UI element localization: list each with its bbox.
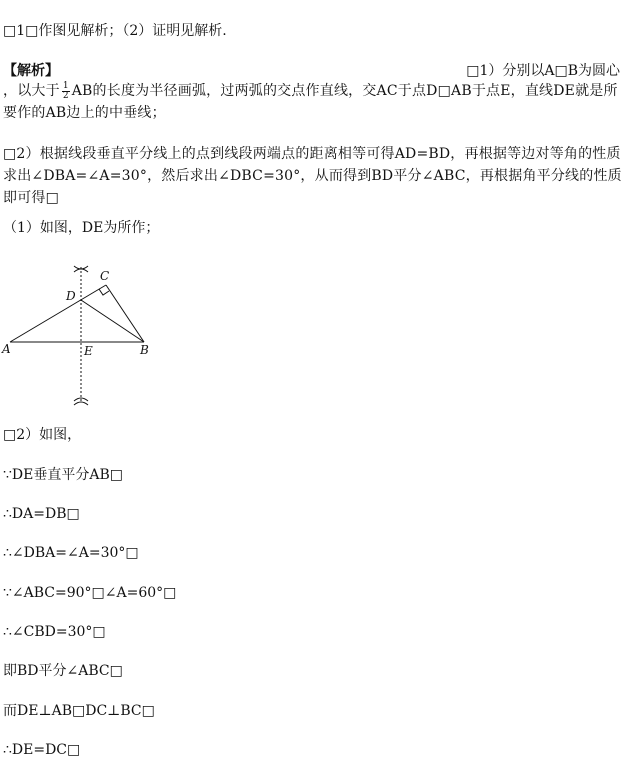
proof-step: 即BD平分∠ABC□ bbox=[3, 663, 123, 679]
segment-ac bbox=[10, 285, 106, 342]
segment-db bbox=[81, 300, 144, 342]
proof-step: ∴DE=DC□ bbox=[3, 742, 81, 758]
label-e: E bbox=[84, 344, 93, 358]
segment-cb bbox=[106, 285, 144, 342]
analysis-tag: 【解析】 bbox=[3, 63, 59, 79]
label-a: A bbox=[2, 342, 11, 356]
label-b: B bbox=[140, 343, 149, 357]
analysis-part1-body bbox=[3, 80, 623, 124]
proof-step: ∴∠DBA=∠A=30°□ bbox=[3, 545, 139, 561]
analysis-part1-pre: ，以大于 bbox=[3, 83, 60, 99]
solution-part1: （1）如图，DE为所作； bbox=[3, 220, 160, 236]
proof-step: ∵∠ABC=90°□∠A=60°□ bbox=[3, 585, 177, 601]
fraction-one-half bbox=[62, 82, 70, 101]
proof-step: ∴∠CBD=30°□ bbox=[3, 624, 106, 640]
fraction-numerator: 1 bbox=[62, 80, 69, 91]
right-angle-mark bbox=[99, 289, 109, 295]
answer-line: □1□作图见解析；（2）证明见解析. bbox=[3, 23, 227, 39]
label-d: D bbox=[66, 289, 76, 303]
fraction-denominator: 2 bbox=[62, 90, 69, 101]
solution-part2-intro: □2）如图， bbox=[3, 427, 82, 443]
proof-step: 而DE⊥AB□DC⊥BC□ bbox=[3, 703, 155, 719]
construction-figure bbox=[0, 255, 180, 415]
proof-step: ∴DA=DB□ bbox=[3, 506, 80, 522]
analysis-part1-post: AB的长度为半径画弧，过两弧的交点作直线，交AC于点D□AB于点E，直线DE就是所要作的AB边上的中垂线； bbox=[3, 83, 618, 121]
arc-mark-bottom-2 bbox=[74, 402, 88, 405]
analysis-part1-head: □1）分别以A□B为圆心 bbox=[466, 63, 620, 79]
proof-step: ∵DE垂直平分AB□ bbox=[3, 467, 123, 483]
analysis-part2: □2）根据线段垂直平分线上的点到线段两端点的距离相等可得AD=BD，再根据等边对等角的性质求出∠DBA=∠A=30°，然后求出∠DBC=30°，从而得到BD平分∠ABC，再根据角平分线的性质即可得□ bbox=[3, 146, 622, 206]
label-c: C bbox=[100, 269, 110, 283]
